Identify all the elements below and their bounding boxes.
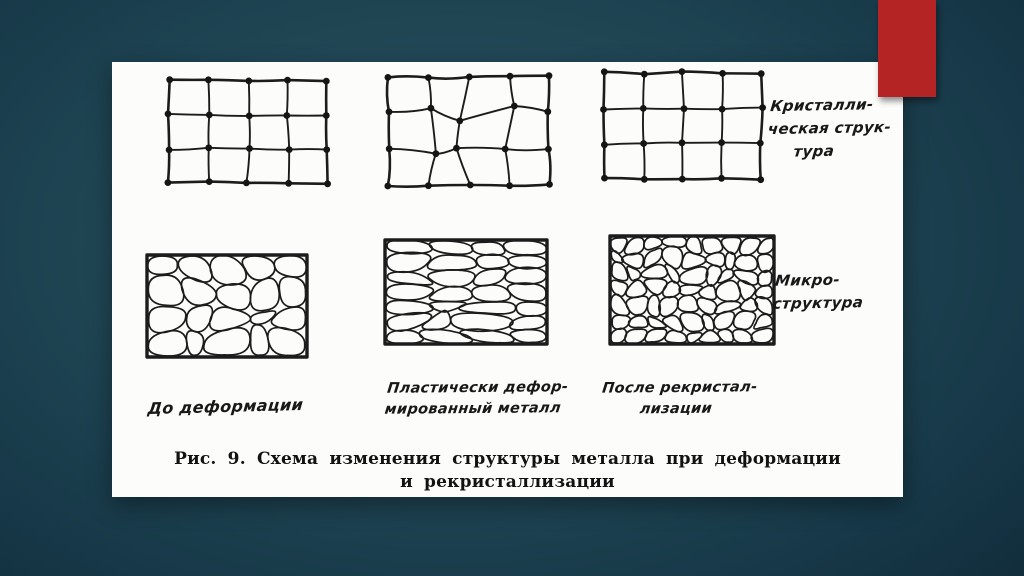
stage-label-after [599, 377, 759, 420]
stage-label-before: До деформации [146, 394, 305, 419]
crystal-structure-label-line3: тура [792, 141, 836, 161]
figure-caption-line1: Рис. 9. Схема изменения структуры металла при деформации [174, 449, 841, 469]
lattice-before-diagram [162, 74, 334, 190]
stage-label-deformed-line1: Пластически дефор- [386, 379, 570, 397]
grains-after-diagram [606, 232, 778, 348]
stage-label-after-line2: лизации [638, 400, 713, 418]
crystal-structure-label-line2: ческая струк- [766, 117, 893, 139]
lattice-deformed-diagram [382, 70, 556, 192]
lattice-after-diagram [598, 66, 768, 186]
scanned-figure-panel [112, 62, 903, 497]
microstructure-label [771, 268, 866, 316]
stage-label-after-line1: После рекристал- [601, 379, 759, 397]
grains-deformed-diagram [381, 236, 551, 348]
crystal-structure-label [764, 93, 894, 164]
figure-caption [112, 448, 903, 494]
red-accent-block [878, 0, 936, 97]
stage-label-deformed-line2: мированный металл [383, 400, 562, 418]
crystal-structure-label-line1: Кристалли- [769, 95, 875, 116]
grains-before-diagram [143, 251, 311, 361]
stage-label-deformed [384, 377, 570, 421]
microstructure-label-line2: структура [771, 293, 865, 313]
microstructure-label-line1: Микро- [774, 270, 841, 290]
figure-caption-line2: и рекристаллизации [400, 472, 615, 492]
